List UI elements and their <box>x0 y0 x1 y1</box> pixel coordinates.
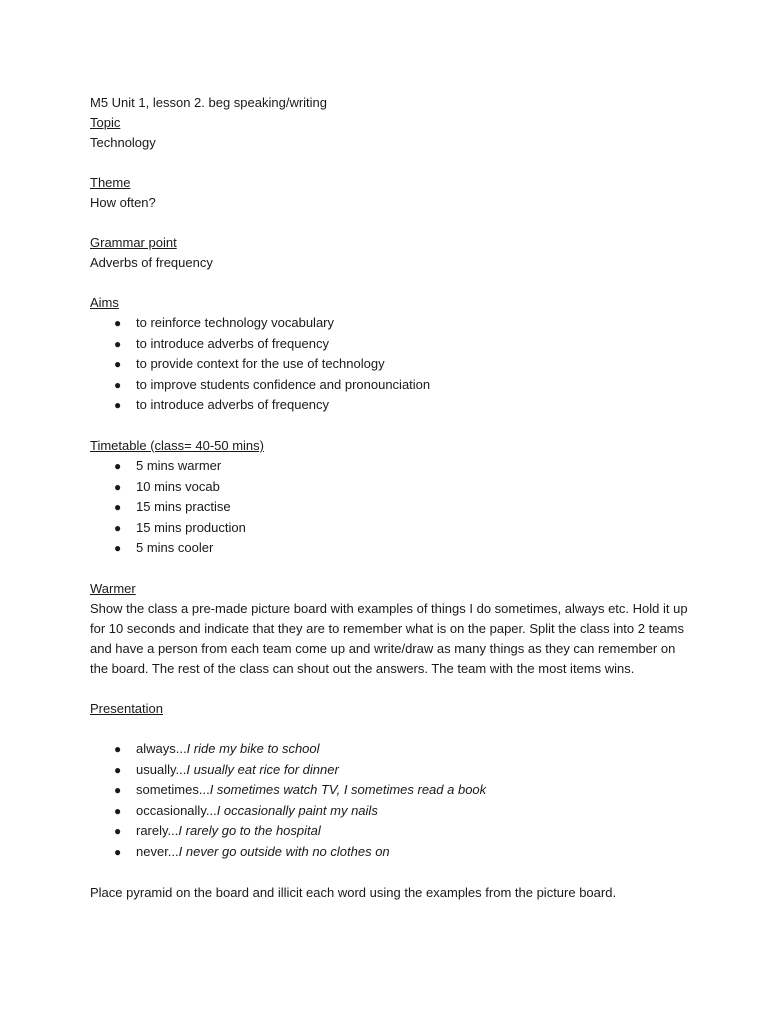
list-item: ● 15 mins practise <box>90 497 690 518</box>
lesson-plan-document <box>90 93 690 903</box>
presentation-heading: Presentation <box>90 700 163 716</box>
list-item: ● 5 mins warmer <box>90 456 690 477</box>
bullet-icon: ● <box>114 824 122 839</box>
list-item: ● to reinforce technology vocabulary <box>90 313 690 334</box>
presentation-list <box>90 739 690 863</box>
timetable-heading: Timetable (class= 40-50 mins) <box>90 437 264 453</box>
bullet-icon: ● <box>114 541 122 556</box>
bullet-icon: ● <box>114 479 122 494</box>
bullet-icon: ● <box>114 357 122 372</box>
grammar-value: Adverbs of frequency <box>90 255 213 270</box>
theme-value: How often? <box>90 195 156 210</box>
list-item: ● 15 mins production <box>90 518 690 539</box>
list-item: ● to introduce adverbs of frequency <box>90 395 690 416</box>
grammar-heading: Grammar point <box>90 235 177 250</box>
presentation-closing: Place pyramid on the board and illicit each word using the examples from the picture board. <box>90 884 617 900</box>
topic-value: Technology <box>90 135 156 150</box>
timetable-list <box>90 456 690 559</box>
bullet-icon: ● <box>114 741 122 756</box>
list-item: ● sometimes...I sometimes watch TV, I sometimes read a book <box>90 780 690 801</box>
aims-heading: Aims <box>90 295 119 310</box>
bullet-icon: ● <box>114 377 122 392</box>
bullet-icon: ● <box>114 762 122 777</box>
bullet-icon: ● <box>114 844 122 859</box>
bullet-icon: ● <box>114 520 122 535</box>
bullet-icon: ● <box>114 458 122 473</box>
warmer-heading: Warmer <box>90 580 136 596</box>
list-item: ● to improve students confidence and pronounciation <box>90 375 690 396</box>
list-item: ● always...I ride my bike to school <box>90 739 690 760</box>
list-item: ● 10 mins vocab <box>90 477 690 498</box>
list-item: ● never...I never go outside with no clothes on <box>90 842 690 863</box>
list-item: ● rarely...I rarely go to the hospital <box>90 821 690 842</box>
list-item: ● to introduce adverbs of frequency <box>90 334 690 355</box>
bullet-icon: ● <box>114 398 122 413</box>
list-item: ● to provide context for the use of technology <box>90 354 690 375</box>
list-item: ● usually...I usually eat rice for dinner <box>90 760 690 781</box>
list-item: ● 5 mins cooler <box>90 538 690 559</box>
bullet-icon: ● <box>114 336 122 351</box>
bullet-icon: ● <box>114 316 122 330</box>
bullet-icon: ● <box>114 803 122 818</box>
topic-heading: Topic <box>90 115 121 130</box>
bullet-icon: ● <box>114 783 122 798</box>
warmer-paragraph: Show the class a pre-made picture board with examples of things I do sometimes, always etc. Hold it up for 10 seconds and indicate that they are to remember what is on the paper. Split the class into 2 teams and have a person from each team come up and write/draw as many things as they can remember on the board. The rest of the class can shout out the answers. The team with the most items wins. <box>90 600 688 676</box>
list-item: ● occasionally...I occasionally paint my nails <box>90 801 690 822</box>
theme-heading: Theme <box>90 175 131 190</box>
aims-list <box>90 313 690 416</box>
bullet-icon: ● <box>114 500 122 515</box>
document-title: M5 Unit 1, lesson 2. beg speaking/writing <box>90 95 328 110</box>
